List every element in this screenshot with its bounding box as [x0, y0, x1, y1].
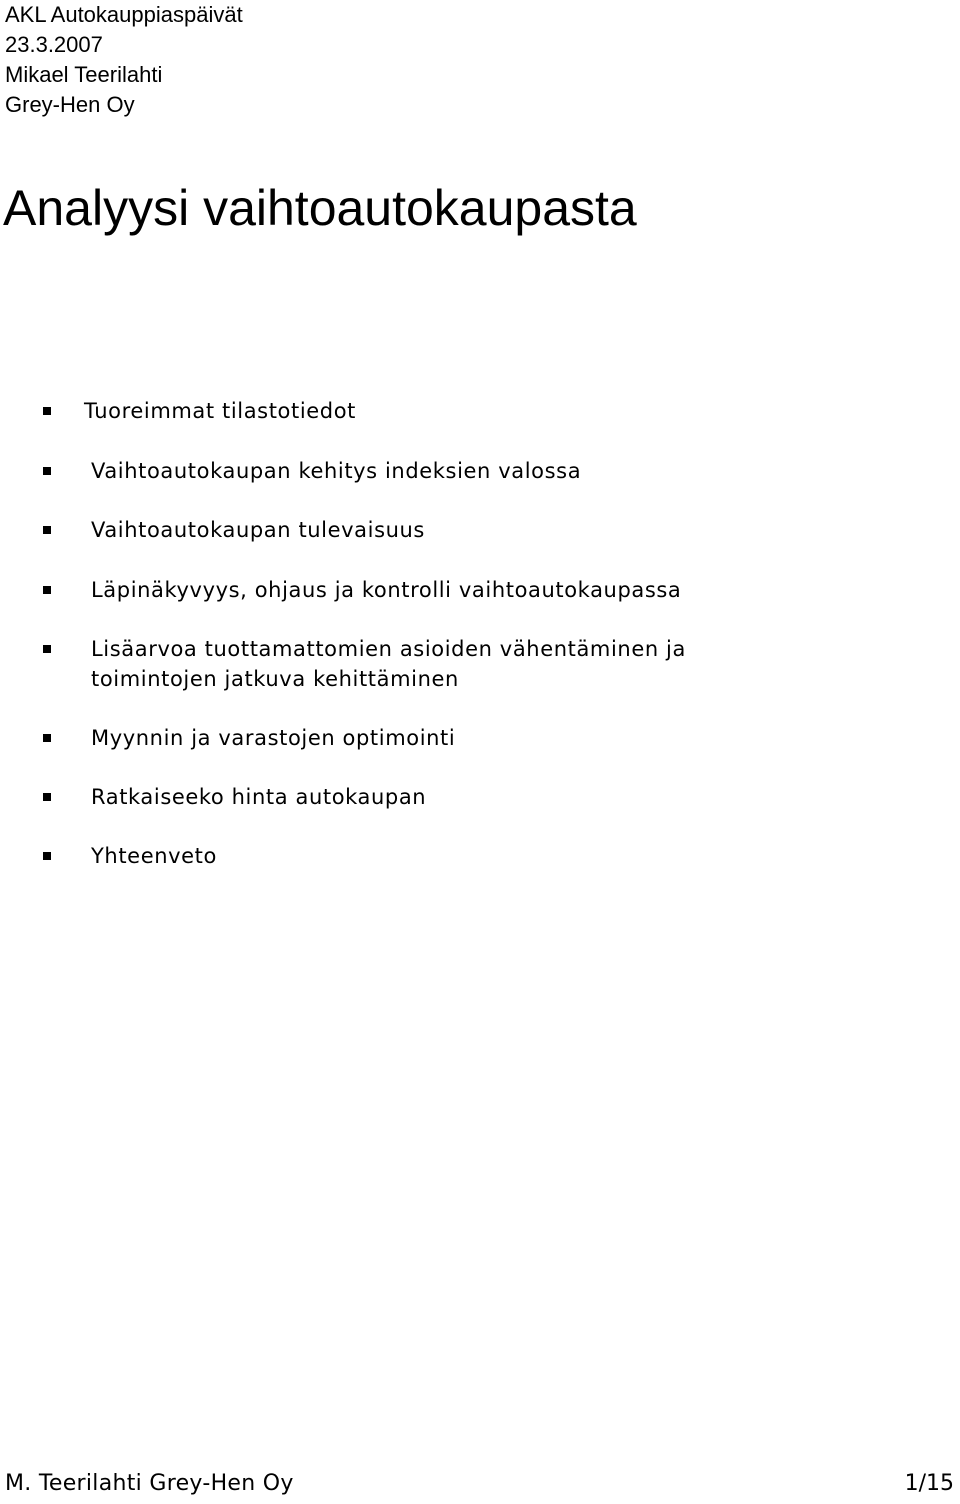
agenda-item-text: Ratkaiseeko hinta autokaupan	[91, 785, 427, 809]
event-date: 23.3.2007	[5, 32, 103, 57]
agenda-item-text: Läpinäkyvyys, ohjaus ja kontrolli vaihtoautokaupassa	[91, 578, 682, 602]
bullet-square-icon	[43, 734, 51, 742]
agenda-item-text: Vaihtoautokaupan kehitys indeksien valossa	[91, 459, 582, 483]
company-name: Grey-Hen Oy	[5, 92, 135, 117]
document-title: Analyysi vaihtoautokaupasta	[3, 180, 637, 236]
agenda-item-text: Vaihtoautokaupan tulevaisuus	[91, 518, 425, 542]
bullet-square-icon	[43, 526, 51, 534]
bullet-square-icon	[43, 407, 51, 415]
agenda-item-text: Tuoreimmat tilastotiedot	[84, 399, 357, 423]
footer-author: M. Teerilahti Grey-Hen Oy	[5, 1471, 294, 1496]
agenda-item-text: Lisäarvoa tuottamattomien asioiden vähentäminen ja toimintojen jatkuva kehittäminen	[91, 637, 686, 691]
bullet-square-icon	[43, 467, 51, 475]
event-name: AKL Autokauppiaspäivät	[5, 2, 243, 27]
page-number: 1/15	[904, 1471, 954, 1496]
bullet-square-icon	[43, 586, 51, 594]
bullet-square-icon	[43, 793, 51, 801]
document-header	[5, 0, 243, 120]
author-name: Mikael Teerilahti	[5, 62, 163, 87]
bullet-square-icon	[43, 645, 51, 653]
agenda-item-text: Yhteenveto	[91, 844, 217, 868]
agenda-item-text: Myynnin ja varastojen optimointi	[91, 726, 456, 750]
bullet-square-icon	[43, 852, 51, 860]
